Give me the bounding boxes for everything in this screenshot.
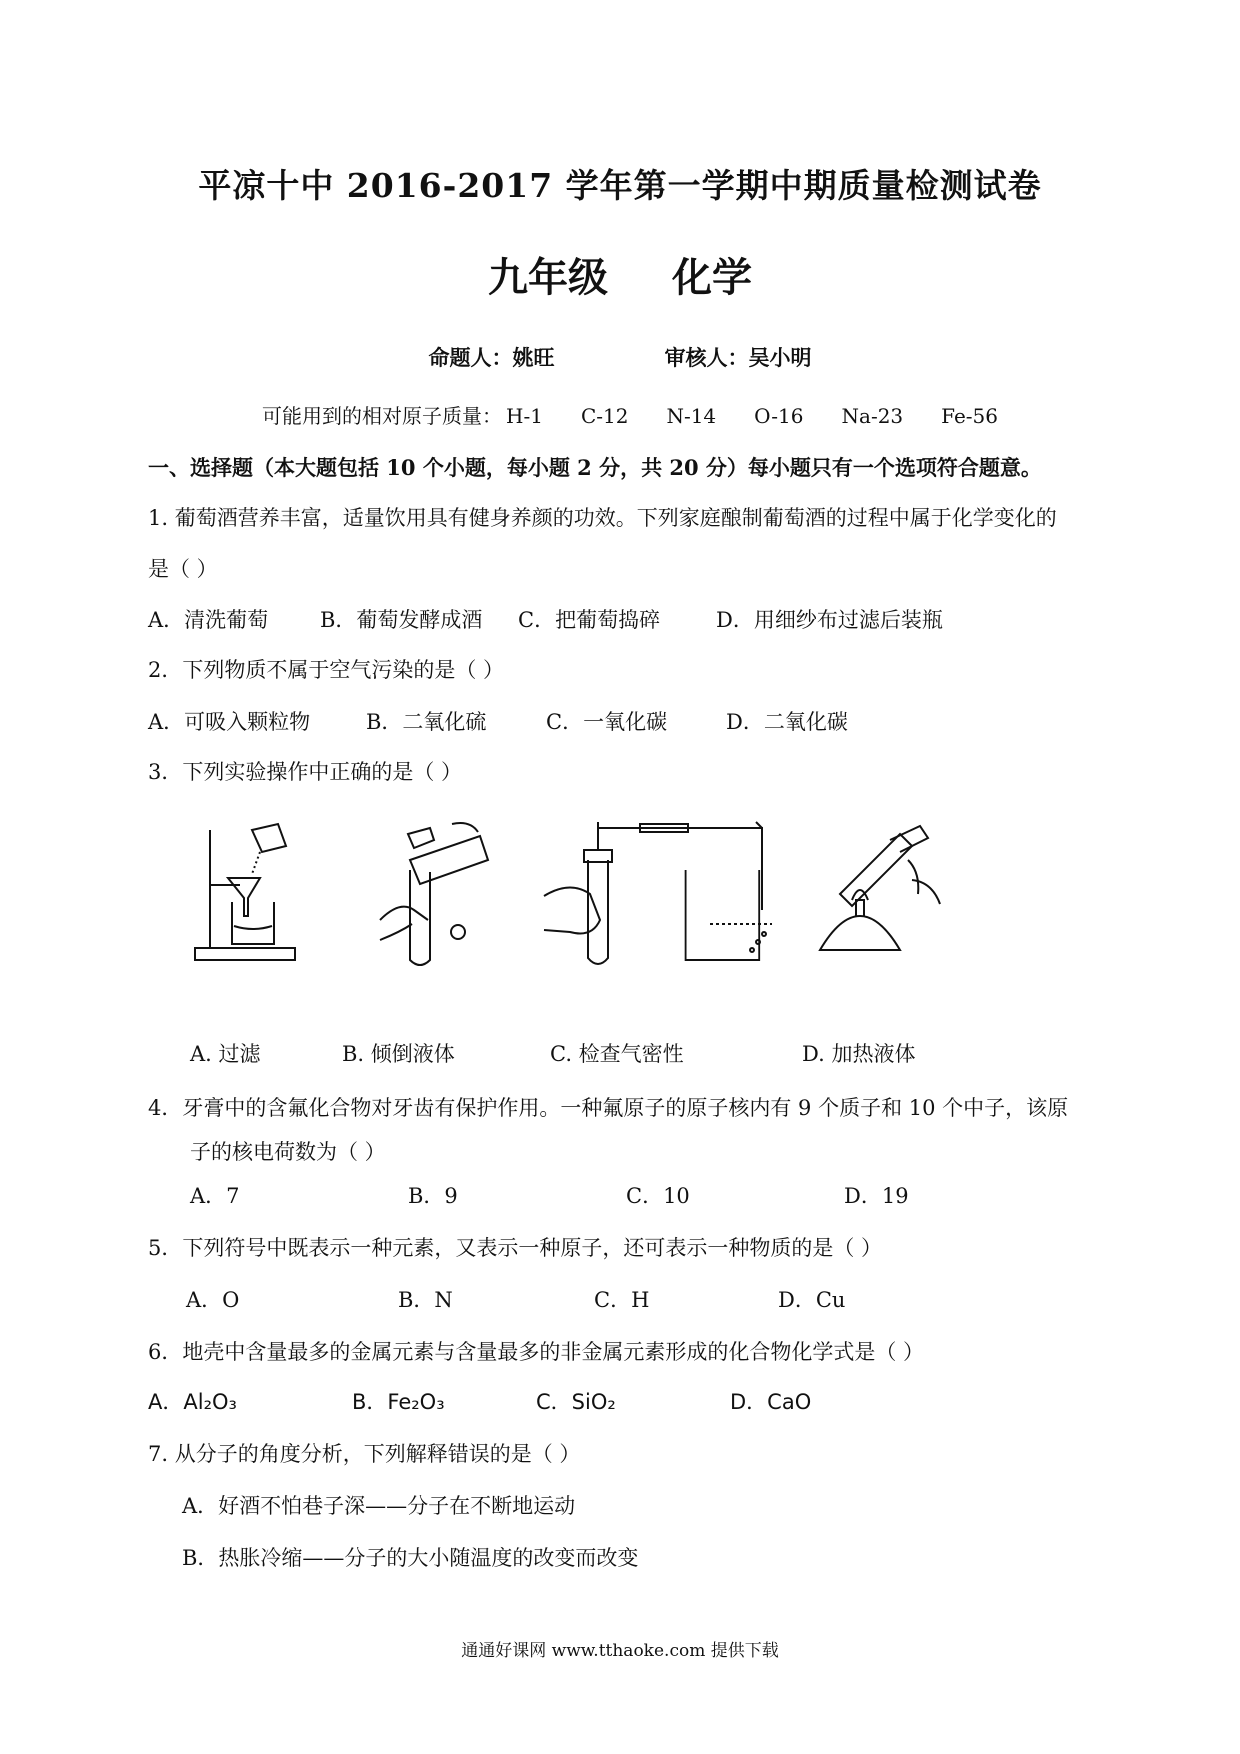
q6-options xyxy=(148,1386,811,1416)
exam-title: 平凉十中 2016-2017 学年第一学期中期质量检测试卷 xyxy=(198,166,1042,205)
q4-stem-line2: 子的核电荷数为（ ） xyxy=(190,1140,386,1164)
q4-option-b: B．9 xyxy=(408,1184,458,1208)
airtightness-figure xyxy=(540,820,780,970)
q4-option-d: D．19 xyxy=(844,1184,909,1208)
section-heading: 一、选择题（本大题包括 10 个小题，每小题 2 分，共 20 分）每小题只有一个选项符合题意。 xyxy=(148,455,1042,480)
q6-option-b: B．Fe₂O₃ xyxy=(352,1390,445,1414)
grade-label: 九年级 xyxy=(488,255,608,301)
subject-label: 化学 xyxy=(672,255,752,301)
grade-subject xyxy=(0,246,1240,303)
q5-option-a: A．O xyxy=(186,1288,240,1312)
q5-stem: 5．下列符号中既表示一种元素，又表示一种原子，还可表示一种物质的是（ ） xyxy=(148,1236,883,1260)
mass-item: H-1 xyxy=(506,404,543,428)
q2-option-b: B．二氧化硫 xyxy=(366,710,487,734)
q1-option-a: A．清洗葡萄 xyxy=(148,608,269,632)
q3-options xyxy=(190,1038,915,1068)
page-footer: 通通好课网 www.tthaoke.com 提供下载 xyxy=(461,1641,779,1661)
atomic-masses xyxy=(262,400,1036,429)
q1-options xyxy=(148,604,943,634)
q6-option-a: A．Al₂O₃ xyxy=(148,1390,237,1414)
filtration-figure xyxy=(190,820,310,970)
heating-figure xyxy=(800,820,950,970)
q5-options xyxy=(186,1284,845,1314)
q3-option-b: B. 倾倒液体 xyxy=(342,1042,455,1066)
mass-item: Fe-56 xyxy=(941,404,998,428)
q6-option-c: C．SiO₂ xyxy=(536,1390,616,1414)
q2-option-d: D．二氧化碳 xyxy=(726,710,848,734)
q7-option-a: A．好酒不怕巷子深——分子在不断地运动 xyxy=(182,1494,576,1518)
q2-option-c: C．一氧化碳 xyxy=(546,710,668,734)
q2-options xyxy=(148,706,848,736)
pouring-figure xyxy=(370,820,500,970)
q4-options xyxy=(190,1180,909,1210)
author: 命题人：姚旺 xyxy=(428,346,555,370)
q2-stem: 2．下列物质不属于空气污染的是（ ） xyxy=(148,658,505,682)
mass-item: Na-23 xyxy=(841,404,904,428)
authors-line xyxy=(0,342,1240,372)
q7-stem: 7. 从分子的角度分析，下列解释错误的是（ ） xyxy=(148,1442,581,1466)
q1-option-d: D．用细纱布过滤后装瓶 xyxy=(716,608,943,632)
q4-stem-line1: 4．牙膏中的含氟化合物对牙齿有保护作用。一种氟原子的原子核内有 9 个质子和 10 个中子，该原 xyxy=(148,1096,1069,1120)
q1-option-c: C．把葡萄捣碎 xyxy=(518,608,661,632)
q7-option-b: B．热胀冷缩——分子的大小随温度的改变而改变 xyxy=(182,1546,639,1570)
q1-stem-line2: 是（ ） xyxy=(148,557,218,581)
q6-stem: 6．地壳中含量最多的金属元素与含量最多的非金属元素形成的化合物化学式是（ ） xyxy=(148,1340,925,1364)
mass-item: O-16 xyxy=(754,404,804,428)
mass-item: C-12 xyxy=(580,404,629,428)
q3-option-c: C. 检查气密性 xyxy=(550,1042,684,1066)
q5-option-b: B．N xyxy=(398,1288,453,1312)
q3-option-d: D. 加热液体 xyxy=(802,1042,916,1066)
q2-option-a: A．可吸入颗粒物 xyxy=(148,710,311,734)
atomic-masses-label: 可能用到的相对原子质量： xyxy=(262,404,502,428)
q6-option-d: D．CaO xyxy=(730,1390,812,1414)
q4-option-c: C．10 xyxy=(626,1184,690,1208)
q3-figures xyxy=(180,820,980,1000)
reviewer: 审核人：吴小明 xyxy=(664,346,812,370)
q1-option-b: B．葡萄发酵成酒 xyxy=(320,608,483,632)
q3-stem: 3．下列实验操作中正确的是（ ） xyxy=(148,760,463,784)
q1-stem-line1: 1. 葡萄酒营养丰富，适量饮用具有健身养颜的功效。下列家庭酿制葡萄酒的过程中属于化学变化的 xyxy=(148,506,1057,530)
mass-item: N-14 xyxy=(666,404,717,428)
q4-option-a: A．7 xyxy=(190,1184,240,1208)
q3-option-a: A. 过滤 xyxy=(190,1042,261,1066)
q5-option-d: D．Cu xyxy=(778,1288,846,1312)
q5-option-c: C．H xyxy=(594,1288,650,1312)
